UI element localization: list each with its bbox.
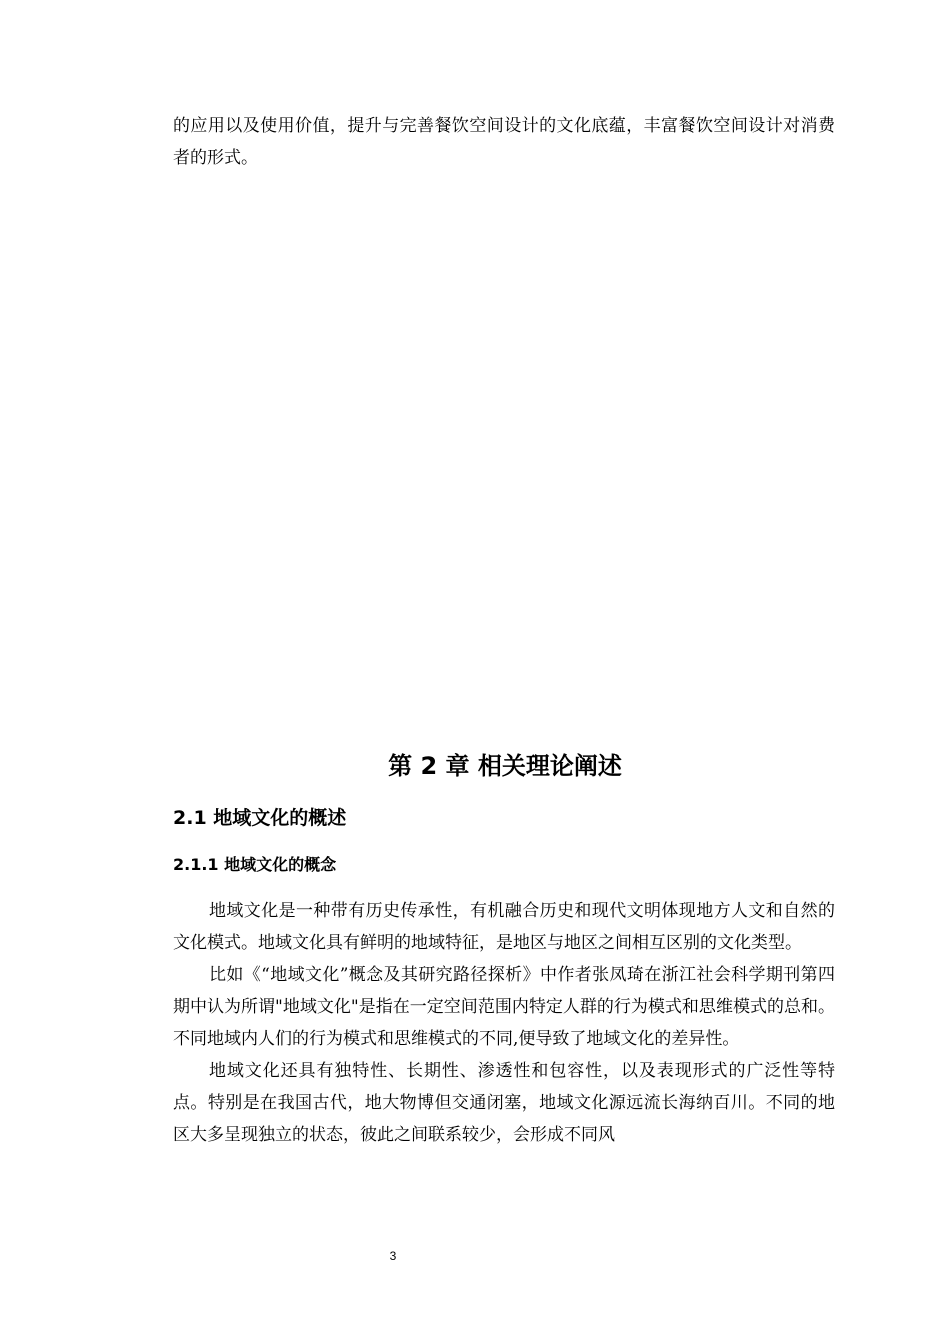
section-title: 2.1 地域文化的概述	[173, 807, 347, 829]
carryover-text-block	[173, 110, 835, 174]
body-paragraph: 地域文化是一种带有历史传承性，有机融合历史和现代文明体现地方人文和自然的文化模式。地域文化具有鲜明的地域特征，是地区与地区之间相互区别的文化类型。	[173, 901, 835, 953]
body-text-block	[173, 895, 835, 1151]
page-number: 3	[389, 1249, 397, 1263]
body-paragraph: 地域文化还具有独特性、长期性、渗透性和包容性，以及表现形式的广泛性等特点。特别是在我国古代，地大物博但交通闭塞，地域文化源远流长海纳百川。不同的地区大多呈现独立的状态，彼此之间联系较少，会形成不同风	[173, 1061, 835, 1145]
chapter-title: 第 2 章 相关理论阐述	[388, 752, 622, 780]
body-paragraph: 比如《“地域文化”概念及其研究路径探析》中作者张凤琦在浙江社会科学期刊第四期中认为所谓"地域文化"是指在一定空间范围内特定人群的行为模式和思维模式的总和。不同地域内人们的行为模式和思维模式的不同,便导致了地域文化的差异性。	[173, 965, 835, 1049]
carryover-paragraph: 的应用以及使用价值，提升与完善餐饮空间设计的文化底蕴，丰富餐饮空间设计对消费者的形式。	[173, 116, 835, 168]
subsection-title: 2.1.1 地域文化的概念	[173, 855, 337, 874]
